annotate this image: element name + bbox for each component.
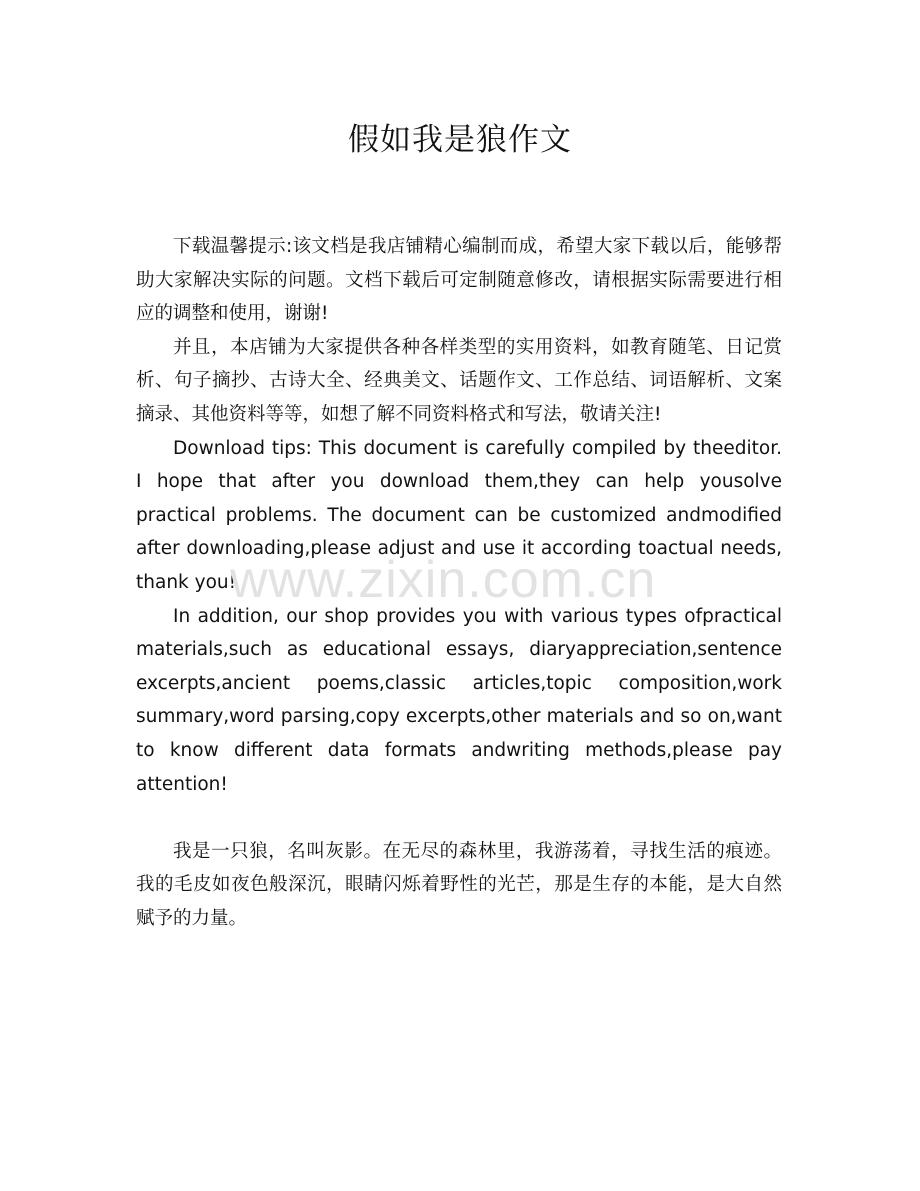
watermark-text: www.zixin.com.cn (230, 551, 657, 609)
document-body (136, 230, 782, 935)
paragraph-shop-notice-en: In addition, our shop provides you with various types ofpractical materials,such as educational essays, diaryappreciation,sentence excerpts,ancient poems,classic articles,topic composition,work summary,word parsing,copy excerpts,other materials and so on,want to know different data formats andwriting methods,please pay attention! (136, 605, 782, 795)
paragraph-spacer (136, 801, 782, 835)
paragraph-essay-intro: 我是一只狼，名叫灰影。在无尽的森林里，我游荡着，寻找生活的痕迹。我的毛皮如夜色般深沉，眼睛闪烁着野性的光芒，那是生存的本能，是大自然赋予的力量。 (136, 840, 782, 929)
document-title: 假如我是狼作文 (348, 122, 572, 158)
paragraph-download-tips-cn: 下载温馨提示:该文档是我店铺精心编制而成，希望大家下载以后，能够帮助大家解决实际的问题。文档下载后可定制随意修改，请根据实际需要进行相应的调整和使用，谢谢! (136, 236, 782, 325)
paragraph-shop-notice-cn: 并且，本店铺为大家提供各种各样类型的实用资料，如教育随笔、日记赏析、句子摘抄、古诗大全、经典美文、话题作文、工作总结、词语解析、文案摘录、其他资料等等，如想了解不同资料格式和写法，敬请关注! (136, 336, 782, 425)
paragraph-download-tips-en: Download tips: This document is carefully compiled by theeditor. I hope that after you download them,they can help yousolve practical problems. The document can be customized andmodified after downloading,please adjust and use it according toactual needs, thank you! (136, 437, 782, 593)
